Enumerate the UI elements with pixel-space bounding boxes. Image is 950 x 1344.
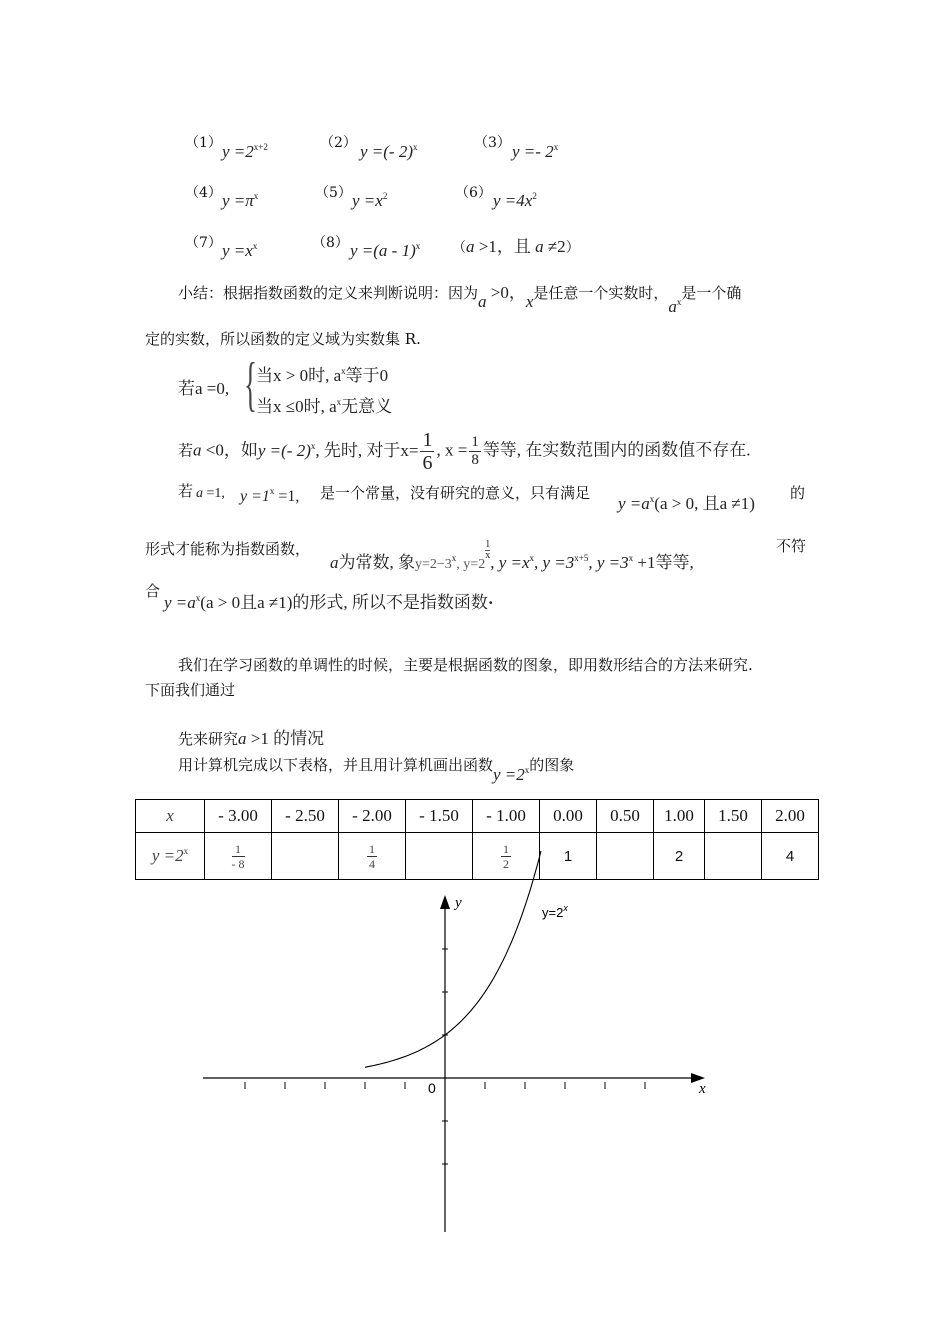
example-4-number: （4）	[185, 185, 222, 201]
example-7-number: （7）	[185, 235, 222, 251]
x-cell: 0.00	[540, 800, 597, 833]
y-cell: 2	[654, 833, 705, 880]
example-5-number: （5）	[315, 185, 352, 201]
case-one-text: 是一个常量，没有研究的意义，只有满足	[320, 484, 591, 502]
table-head-y: $y =2^x$	[136, 833, 205, 880]
monotonic-line-2: 下面我们通过	[145, 681, 236, 699]
example-1-number: （1）	[185, 135, 222, 151]
y-axis-label: y	[455, 895, 462, 911]
form-line-end: 不符	[776, 537, 807, 555]
case-one-prefix: 若	[178, 482, 194, 500]
example-5-expr: $y =x^2$	[352, 191, 388, 210]
example-7-expr: $y =x^x$	[222, 241, 258, 260]
y-cell: $\frac{1}{2}$	[473, 833, 540, 880]
exp-curve	[365, 851, 541, 1067]
origin-label: 0	[428, 1080, 436, 1096]
example-2-expr: y =(- 2)$^x$	[360, 142, 418, 161]
study-line-2: 用计算机完成以下表格，并且用计算机画出函数$y =2^x$的图象	[178, 756, 575, 784]
x-cell: 1.50	[705, 800, 762, 833]
example-8-condition: （a >1，且 a ≠2）	[452, 237, 580, 256]
case-one-end: 的	[790, 484, 806, 502]
summary-line-2: 定的实数，所以函数的定义域为实数集 R.	[145, 330, 421, 348]
y-axis-arrow	[440, 895, 450, 909]
example-1-expr: $y =2^{x+2}$	[222, 142, 268, 161]
example-6-number: （6）	[455, 185, 492, 201]
y-cell: $\frac{1}{4}$	[339, 833, 406, 880]
x-cell: - 1.00	[473, 800, 540, 833]
x-axis-label: x	[699, 1081, 706, 1097]
case-zero-line-1: 当x > 0时, $a^x$等于0	[256, 366, 389, 385]
example-2-number: （2）	[320, 135, 357, 151]
monotonic-line-1: 我们在学习函数的单调性的时候，主要是根据函数的图象，即用数形结合的方法来研究.	[178, 656, 753, 674]
curve-label: $y=2^x$	[542, 903, 568, 920]
x-cell: 0.50	[597, 800, 654, 833]
x-cell: - 2.50	[272, 800, 339, 833]
case-one-form: $y =a^x(a > 0$, 且a ≠1)	[618, 494, 755, 513]
case-zero-label: 若a =0,	[178, 379, 230, 398]
conclusion-expr: $y =a^x(a > 0$且a ≠1)的形式, 所以不是指数函数·	[164, 593, 494, 612]
y-cell: 1	[540, 833, 597, 880]
case-one-a: a =1,	[196, 486, 225, 501]
x-cell: 2.00	[762, 800, 819, 833]
case-one-expr: $y =1^x =1$,	[240, 486, 300, 505]
study-line-1: 先来研究a >1 的情况	[178, 729, 325, 748]
form-line-examples: a为常数, 象$y=2-3^x$, y=2 $\frac{1}{x}$ , $y =x^x$, $y =3^{x+5}$, $y =3^x +1$等等,	[330, 539, 694, 572]
example-3-expr: y =- 2$^x$	[512, 142, 559, 161]
case-zero-brace: {	[244, 351, 257, 417]
table-head-x: x	[136, 800, 205, 833]
x-cell: - 1.50	[406, 800, 473, 833]
example-6-expr: $y =4x^2$	[493, 191, 537, 210]
summary-line-1: 小结：根据指数函数的定义来判断说明：因为a >0，x是任意一个实数时，$a^x$是一个确	[178, 283, 742, 316]
example-3-number: （3）	[474, 135, 511, 151]
case-zero-line-2: 当x ≤0时, $a^x$无意义	[256, 397, 393, 416]
y-cell: 4	[762, 833, 819, 880]
y-cell: $\frac{1}{- 8}$	[205, 833, 272, 880]
x-cell: - 3.00	[205, 800, 272, 833]
example-4-expr: $y =\pi^x$	[222, 191, 259, 210]
example-8-expr: y =(a - 1)$^x$	[350, 241, 421, 260]
case-negative: 若a <0，如y =(- 2)$^x$, 先时, 对于x= $\frac{1}{6}$ , x = $\frac{1}{8}$ 等等, 在实数范围内的函数值不存在.	[178, 429, 751, 474]
form-line-prefix: 形式才能称为指数函数，	[145, 540, 311, 558]
conclusion-prefix: 合	[145, 582, 161, 600]
x-cell: 1.00	[654, 800, 705, 833]
x-cell: - 2.00	[339, 800, 406, 833]
example-8-number: （8）	[312, 235, 349, 251]
